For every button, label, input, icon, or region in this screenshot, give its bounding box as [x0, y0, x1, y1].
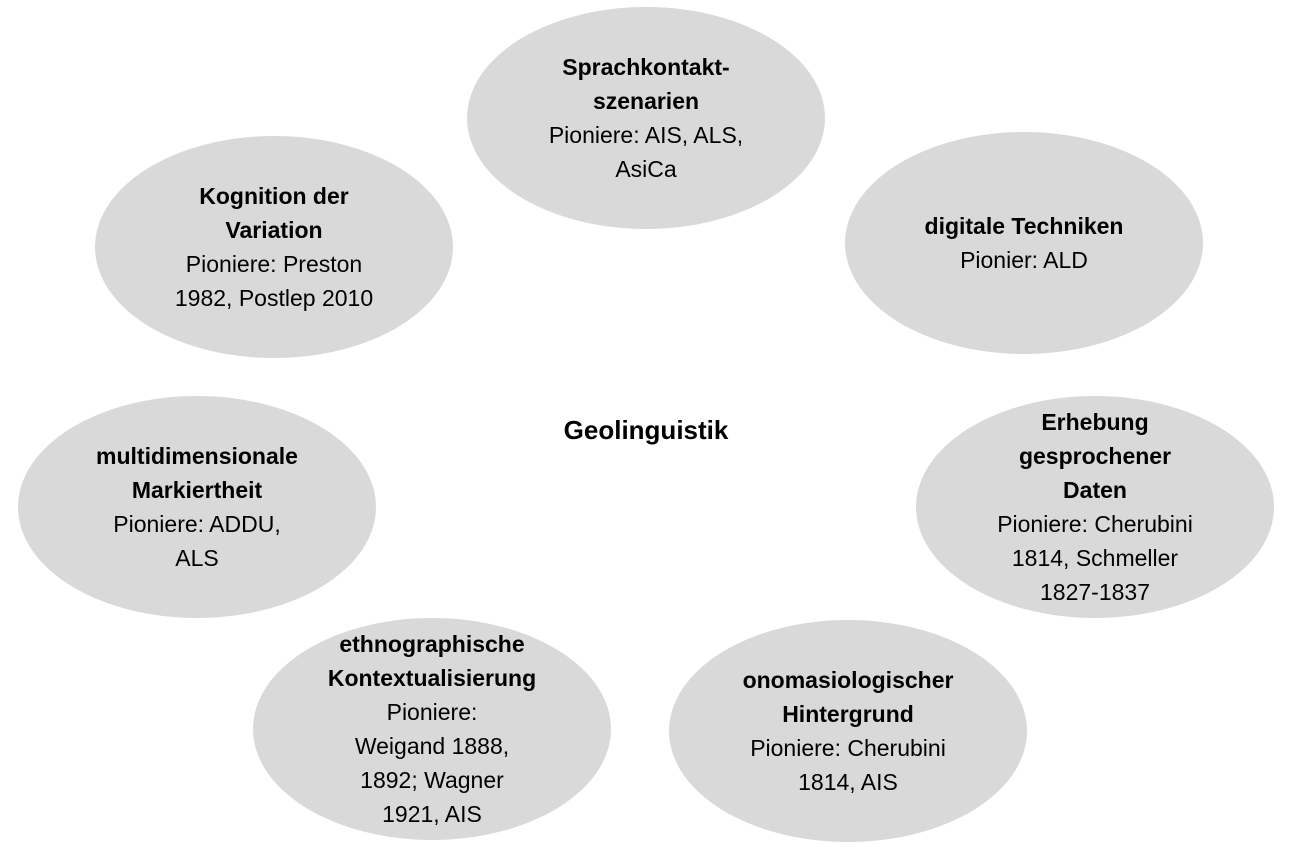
node-title-line: Sprachkontakt-	[562, 54, 730, 80]
center-label-geolinguistik: Geolinguistik	[563, 415, 729, 445]
node-onomasiologischer-hintergrund	[669, 620, 1027, 842]
node-detail-line: Pioniere: ADDU,	[113, 511, 281, 537]
node-title-line: onomasiologischer	[742, 667, 954, 693]
node-detail-line: 1814, Schmeller	[1011, 545, 1179, 571]
node-detail-line: 1921, AIS	[382, 801, 482, 827]
node-digitale-techniken	[845, 132, 1203, 354]
node-detail-line: ALS	[175, 545, 219, 571]
node-ethnographische-kontextualisierung	[253, 618, 611, 840]
node-erhebung-gesprochener-daten	[916, 396, 1274, 618]
node-detail-line: Pionier: ALD	[960, 247, 1088, 273]
node-detail-line: Pioniere: Cherubini	[750, 735, 946, 761]
node-title-line: Daten	[1063, 477, 1127, 503]
node-detail-line: AsiCa	[615, 156, 677, 182]
node-title-line: digitale Techniken	[924, 213, 1124, 239]
node-title-line: ethnographische	[339, 631, 525, 657]
node-title-line: Variation	[225, 217, 323, 243]
node-detail-line: 1827-1837	[1040, 579, 1150, 605]
node-detail-line: Weigand 1888,	[354, 733, 510, 759]
node-title-line: Erhebung	[1041, 409, 1149, 435]
node-kognition-der-variation	[95, 136, 453, 358]
node-title-line: gesprochener	[1018, 443, 1172, 469]
node-title-line: szenarien	[592, 88, 700, 114]
node-detail-line: 1982, Postlep 2010	[174, 285, 374, 311]
node-title-line: Hintergrund	[782, 701, 914, 727]
node-title-line: Markiertheit	[131, 477, 263, 503]
node-title-line: Kognition der	[199, 183, 349, 209]
node-title-line: multidimensionale	[96, 443, 298, 469]
node-detail-line: Pioniere: Preston	[185, 251, 363, 277]
node-detail-line: 1892; Wagner	[360, 767, 504, 793]
node-title-line: Kontextualisierung	[327, 665, 537, 691]
node-sprachkontaktszenarien	[467, 7, 825, 229]
node-detail-line: Pioniere: AIS, ALS,	[548, 122, 744, 148]
node-multidimensionale-markiertheit	[18, 396, 376, 618]
node-detail-line: Pioniere:	[386, 699, 478, 725]
node-detail-line: 1814, AIS	[798, 769, 898, 795]
node-detail-line: Pioniere: Cherubini	[997, 511, 1193, 537]
